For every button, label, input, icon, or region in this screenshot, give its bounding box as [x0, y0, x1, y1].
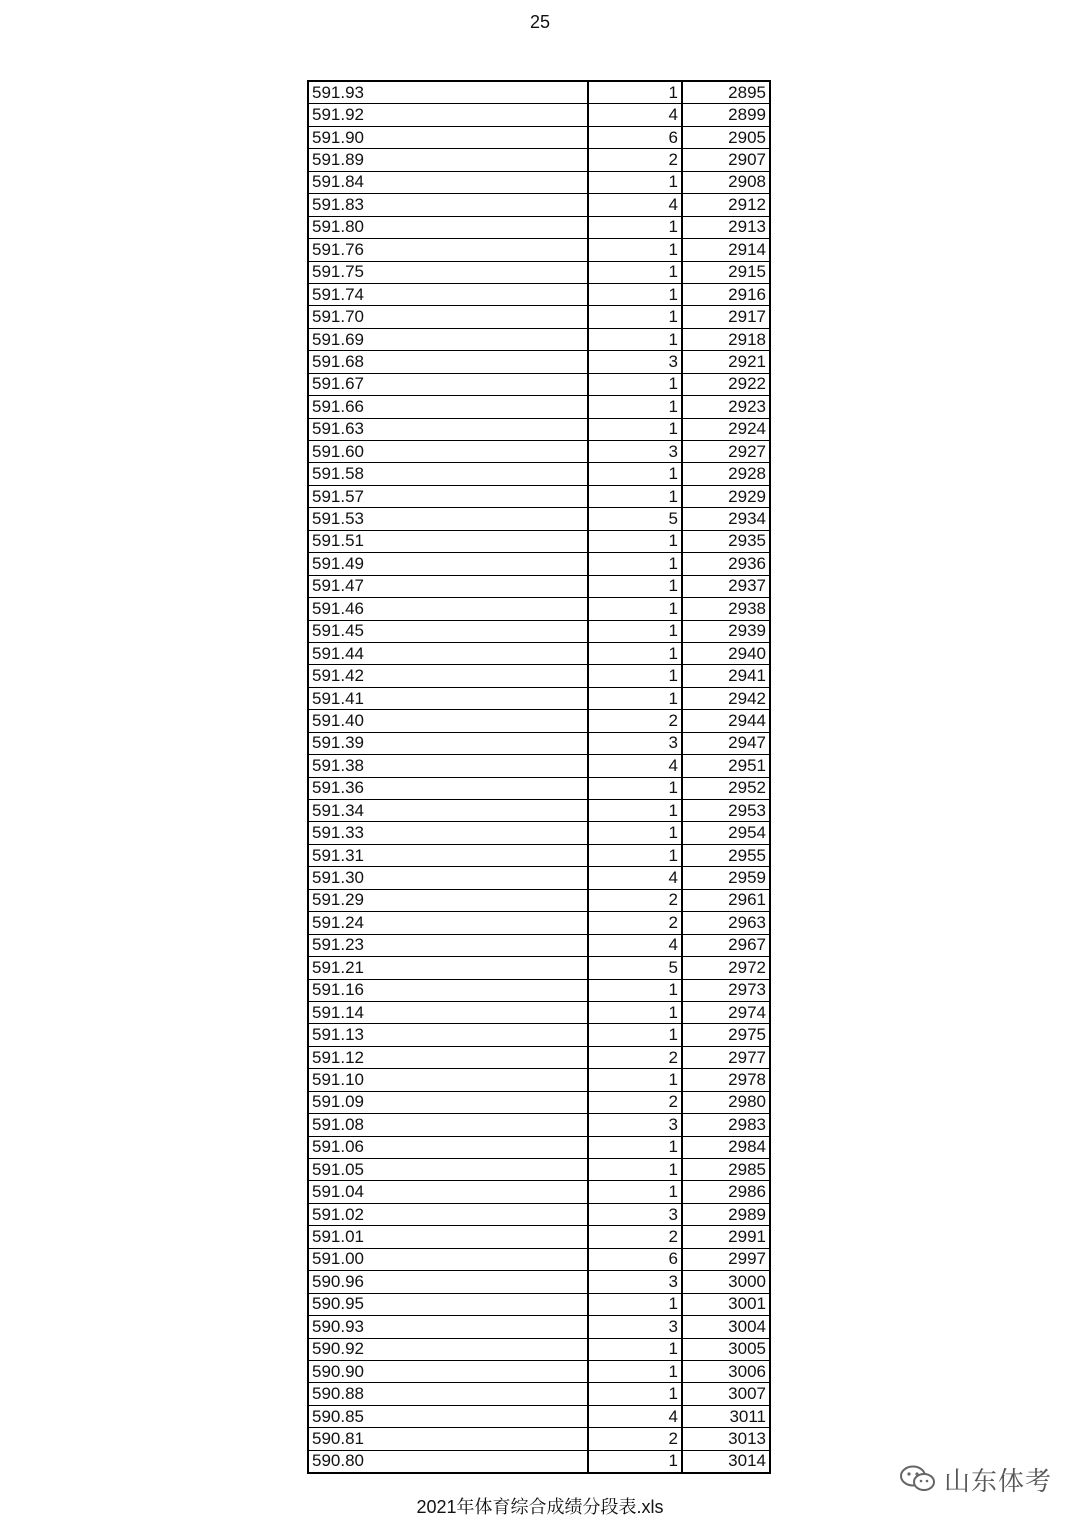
cumulative-cell: 2929	[682, 485, 770, 507]
cumulative-cell: 2918	[682, 328, 770, 350]
table-row	[308, 1338, 770, 1360]
count-cell: 2	[588, 1226, 682, 1248]
table-row	[308, 1203, 770, 1225]
table-row	[308, 1181, 770, 1203]
cumulative-cell: 2955	[682, 844, 770, 866]
cumulative-cell: 2942	[682, 687, 770, 709]
score-cell: 590.92	[308, 1338, 588, 1360]
score-cell: 591.12	[308, 1046, 588, 1068]
table-row	[308, 800, 770, 822]
cumulative-cell: 2973	[682, 979, 770, 1001]
score-cell: 591.57	[308, 485, 588, 507]
score-cell: 591.63	[308, 418, 588, 440]
table-row	[308, 844, 770, 866]
cumulative-cell: 2977	[682, 1046, 770, 1068]
cumulative-cell: 3013	[682, 1428, 770, 1450]
table-row	[308, 710, 770, 732]
count-cell: 3	[588, 1271, 682, 1293]
cumulative-cell: 2915	[682, 261, 770, 283]
count-cell: 2	[588, 710, 682, 732]
score-cell: 591.13	[308, 1024, 588, 1046]
table-row	[308, 1114, 770, 1136]
count-cell: 2	[588, 1046, 682, 1068]
watermark-text: 山东体考	[944, 1466, 1053, 1497]
score-cell: 591.09	[308, 1091, 588, 1113]
table-row	[308, 1293, 770, 1315]
count-cell: 1	[588, 171, 682, 193]
score-cell: 591.41	[308, 687, 588, 709]
cumulative-cell: 2983	[682, 1114, 770, 1136]
table-row	[308, 553, 770, 575]
cumulative-cell: 2927	[682, 441, 770, 463]
count-cell: 3	[588, 1203, 682, 1225]
score-cell: 591.10	[308, 1069, 588, 1091]
table-row	[308, 957, 770, 979]
table-row	[308, 104, 770, 126]
count-cell: 4	[588, 934, 682, 956]
cumulative-cell: 3011	[682, 1405, 770, 1427]
count-cell: 1	[588, 283, 682, 305]
score-cell: 591.30	[308, 867, 588, 889]
cumulative-cell: 2974	[682, 1001, 770, 1023]
count-cell: 1	[588, 261, 682, 283]
score-cell: 591.66	[308, 396, 588, 418]
cumulative-cell: 2952	[682, 777, 770, 799]
cumulative-cell: 2924	[682, 418, 770, 440]
score-cell: 591.70	[308, 306, 588, 328]
count-cell: 2	[588, 1091, 682, 1113]
count-cell: 1	[588, 844, 682, 866]
table-row	[308, 822, 770, 844]
cumulative-cell: 2984	[682, 1136, 770, 1158]
cumulative-cell: 2939	[682, 620, 770, 642]
count-cell: 1	[588, 553, 682, 575]
count-cell: 4	[588, 1405, 682, 1427]
table-row	[308, 485, 770, 507]
count-cell: 1	[588, 216, 682, 238]
table-row	[308, 642, 770, 664]
count-cell: 1	[588, 530, 682, 552]
cumulative-cell: 2951	[682, 755, 770, 777]
cumulative-cell: 2914	[682, 239, 770, 261]
cumulative-cell: 2953	[682, 800, 770, 822]
score-cell: 591.80	[308, 216, 588, 238]
table-row	[308, 732, 770, 754]
count-cell: 4	[588, 104, 682, 126]
count-cell: 1	[588, 396, 682, 418]
table-row	[308, 1248, 770, 1270]
count-cell: 1	[588, 373, 682, 395]
table-row	[308, 351, 770, 373]
cumulative-cell: 2899	[682, 104, 770, 126]
count-cell: 1	[588, 1159, 682, 1181]
count-cell: 1	[588, 777, 682, 799]
score-cell: 591.47	[308, 575, 588, 597]
table-row	[308, 530, 770, 552]
cumulative-cell: 3001	[682, 1293, 770, 1315]
cumulative-cell: 2959	[682, 867, 770, 889]
score-cell: 591.39	[308, 732, 588, 754]
cumulative-cell: 2940	[682, 642, 770, 664]
score-cell: 591.14	[308, 1001, 588, 1023]
score-cell: 591.42	[308, 665, 588, 687]
table-row	[308, 1226, 770, 1248]
score-cell: 591.53	[308, 508, 588, 530]
table-row	[308, 1405, 770, 1427]
count-cell: 1	[588, 800, 682, 822]
count-cell: 1	[588, 1360, 682, 1382]
table-row	[308, 1024, 770, 1046]
score-cell: 591.46	[308, 598, 588, 620]
score-cell: 591.01	[308, 1226, 588, 1248]
score-cell: 591.74	[308, 283, 588, 305]
table-row	[308, 441, 770, 463]
table-row	[308, 328, 770, 350]
cumulative-cell: 2954	[682, 822, 770, 844]
table-row	[308, 418, 770, 440]
score-cell: 590.90	[308, 1360, 588, 1382]
score-cell: 591.68	[308, 351, 588, 373]
table-row	[308, 755, 770, 777]
count-cell: 2	[588, 149, 682, 171]
table-row	[308, 261, 770, 283]
score-cell: 591.38	[308, 755, 588, 777]
count-cell: 1	[588, 418, 682, 440]
table-row	[308, 1046, 770, 1068]
score-cell: 591.24	[308, 912, 588, 934]
count-cell: 1	[588, 687, 682, 709]
cumulative-cell: 2961	[682, 889, 770, 911]
score-cell: 591.49	[308, 553, 588, 575]
wechat-icon	[898, 1464, 938, 1494]
count-cell: 2	[588, 1428, 682, 1450]
table-row	[308, 1159, 770, 1181]
table-body	[308, 81, 770, 1473]
table-row	[308, 373, 770, 395]
cumulative-cell: 2989	[682, 1203, 770, 1225]
cumulative-cell: 2980	[682, 1091, 770, 1113]
cumulative-cell: 2975	[682, 1024, 770, 1046]
cumulative-cell: 2913	[682, 216, 770, 238]
score-cell: 591.89	[308, 149, 588, 171]
count-cell: 3	[588, 1114, 682, 1136]
count-cell: 1	[588, 1136, 682, 1158]
cumulative-cell: 2916	[682, 283, 770, 305]
table-row	[308, 867, 770, 889]
score-cell: 591.36	[308, 777, 588, 799]
cumulative-cell: 2921	[682, 351, 770, 373]
count-cell: 1	[588, 1338, 682, 1360]
count-cell: 1	[588, 81, 682, 104]
table-row	[308, 1091, 770, 1113]
count-cell: 1	[588, 1181, 682, 1203]
footer-filename: 2021年体育综合成绩分段表.xls	[416, 1497, 664, 1517]
count-cell: 1	[588, 979, 682, 1001]
page-number: 25	[529, 12, 551, 32]
score-cell: 591.00	[308, 1248, 588, 1270]
count-cell: 1	[588, 1069, 682, 1091]
cumulative-cell: 2991	[682, 1226, 770, 1248]
score-cell: 590.96	[308, 1271, 588, 1293]
count-cell: 3	[588, 1316, 682, 1338]
score-cell: 591.08	[308, 1114, 588, 1136]
table-row	[308, 1069, 770, 1091]
cumulative-cell: 2985	[682, 1159, 770, 1181]
cumulative-cell: 2978	[682, 1069, 770, 1091]
score-cell: 591.21	[308, 957, 588, 979]
score-cell: 591.69	[308, 328, 588, 350]
cumulative-cell: 2963	[682, 912, 770, 934]
cumulative-cell: 2912	[682, 194, 770, 216]
score-cell: 591.84	[308, 171, 588, 193]
cumulative-cell: 3007	[682, 1383, 770, 1405]
cumulative-cell: 2997	[682, 1248, 770, 1270]
score-cell: 590.95	[308, 1293, 588, 1315]
cumulative-cell: 2938	[682, 598, 770, 620]
cumulative-cell: 2917	[682, 306, 770, 328]
count-cell: 2	[588, 912, 682, 934]
count-cell: 1	[588, 1001, 682, 1023]
score-cell: 591.04	[308, 1181, 588, 1203]
count-cell: 6	[588, 126, 682, 148]
count-cell: 2	[588, 889, 682, 911]
score-cell: 590.80	[308, 1450, 588, 1473]
cumulative-cell: 2934	[682, 508, 770, 530]
table-row	[308, 687, 770, 709]
cumulative-cell: 2907	[682, 149, 770, 171]
score-distribution-table	[307, 80, 771, 1474]
score-cell: 591.51	[308, 530, 588, 552]
table-row	[308, 1136, 770, 1158]
table-row	[308, 239, 770, 261]
table-row	[308, 1360, 770, 1382]
table-row	[308, 1271, 770, 1293]
score-cell: 591.40	[308, 710, 588, 732]
table-row	[308, 149, 770, 171]
count-cell: 6	[588, 1248, 682, 1270]
score-cell: 591.44	[308, 642, 588, 664]
score-cell: 591.34	[308, 800, 588, 822]
score-cell: 591.58	[308, 463, 588, 485]
score-cell: 590.88	[308, 1383, 588, 1405]
count-cell: 1	[588, 665, 682, 687]
count-cell: 1	[588, 1293, 682, 1315]
table-row	[308, 979, 770, 1001]
count-cell: 1	[588, 485, 682, 507]
count-cell: 4	[588, 867, 682, 889]
cumulative-cell: 2947	[682, 732, 770, 754]
count-cell: 5	[588, 957, 682, 979]
score-cell: 590.93	[308, 1316, 588, 1338]
cumulative-cell: 3006	[682, 1360, 770, 1382]
table-row	[308, 777, 770, 799]
count-cell: 3	[588, 441, 682, 463]
cumulative-cell: 2986	[682, 1181, 770, 1203]
table-row	[308, 171, 770, 193]
table-row	[308, 283, 770, 305]
table-row	[308, 463, 770, 485]
count-cell: 3	[588, 732, 682, 754]
score-cell: 591.92	[308, 104, 588, 126]
table-row	[308, 1428, 770, 1450]
score-cell: 591.90	[308, 126, 588, 148]
cumulative-cell: 3005	[682, 1338, 770, 1360]
count-cell: 1	[588, 642, 682, 664]
count-cell: 1	[588, 239, 682, 261]
cumulative-cell: 2895	[682, 81, 770, 104]
score-cell: 591.76	[308, 239, 588, 261]
table-row	[308, 1001, 770, 1023]
cumulative-cell: 2936	[682, 553, 770, 575]
count-cell: 1	[588, 598, 682, 620]
count-cell: 4	[588, 194, 682, 216]
table-row	[308, 934, 770, 956]
cumulative-cell: 2937	[682, 575, 770, 597]
score-cell: 591.67	[308, 373, 588, 395]
count-cell: 4	[588, 755, 682, 777]
table-row	[308, 126, 770, 148]
cumulative-cell: 2908	[682, 171, 770, 193]
table-row	[308, 396, 770, 418]
score-cell: 591.75	[308, 261, 588, 283]
table-row	[308, 912, 770, 934]
table-row	[308, 575, 770, 597]
count-cell: 5	[588, 508, 682, 530]
score-cell: 591.23	[308, 934, 588, 956]
table-row	[308, 1383, 770, 1405]
count-cell: 3	[588, 351, 682, 373]
score-cell: 591.06	[308, 1136, 588, 1158]
score-cell: 591.02	[308, 1203, 588, 1225]
count-cell: 1	[588, 822, 682, 844]
score-cell: 590.85	[308, 1405, 588, 1427]
table-row	[308, 1316, 770, 1338]
count-cell: 1	[588, 1383, 682, 1405]
table-row	[308, 598, 770, 620]
cumulative-cell: 2935	[682, 530, 770, 552]
cumulative-cell: 2922	[682, 373, 770, 395]
cumulative-cell: 2928	[682, 463, 770, 485]
score-cell: 591.93	[308, 81, 588, 104]
count-cell: 1	[588, 1450, 682, 1473]
table-row	[308, 1450, 770, 1473]
table-row	[308, 81, 770, 104]
watermark	[898, 1461, 1052, 1497]
score-cell: 591.45	[308, 620, 588, 642]
score-cell: 591.29	[308, 889, 588, 911]
cumulative-cell: 2905	[682, 126, 770, 148]
score-cell: 591.60	[308, 441, 588, 463]
table-row	[308, 216, 770, 238]
count-cell: 1	[588, 1024, 682, 1046]
cumulative-cell: 2941	[682, 665, 770, 687]
cumulative-cell: 3000	[682, 1271, 770, 1293]
table-row	[308, 665, 770, 687]
score-cell: 591.05	[308, 1159, 588, 1181]
cumulative-cell: 3014	[682, 1450, 770, 1473]
table-row	[308, 306, 770, 328]
cumulative-cell: 2923	[682, 396, 770, 418]
table-row	[308, 508, 770, 530]
table-row	[308, 620, 770, 642]
table-row	[308, 889, 770, 911]
count-cell: 1	[588, 620, 682, 642]
count-cell: 1	[588, 328, 682, 350]
score-cell: 591.33	[308, 822, 588, 844]
score-cell: 591.16	[308, 979, 588, 1001]
score-cell: 590.81	[308, 1428, 588, 1450]
count-cell: 1	[588, 575, 682, 597]
count-cell: 1	[588, 306, 682, 328]
score-cell: 591.31	[308, 844, 588, 866]
cumulative-cell: 2944	[682, 710, 770, 732]
score-cell: 591.83	[308, 194, 588, 216]
cumulative-cell: 2972	[682, 957, 770, 979]
cumulative-cell: 2967	[682, 934, 770, 956]
cumulative-cell: 3004	[682, 1316, 770, 1338]
table-row	[308, 194, 770, 216]
count-cell: 1	[588, 463, 682, 485]
